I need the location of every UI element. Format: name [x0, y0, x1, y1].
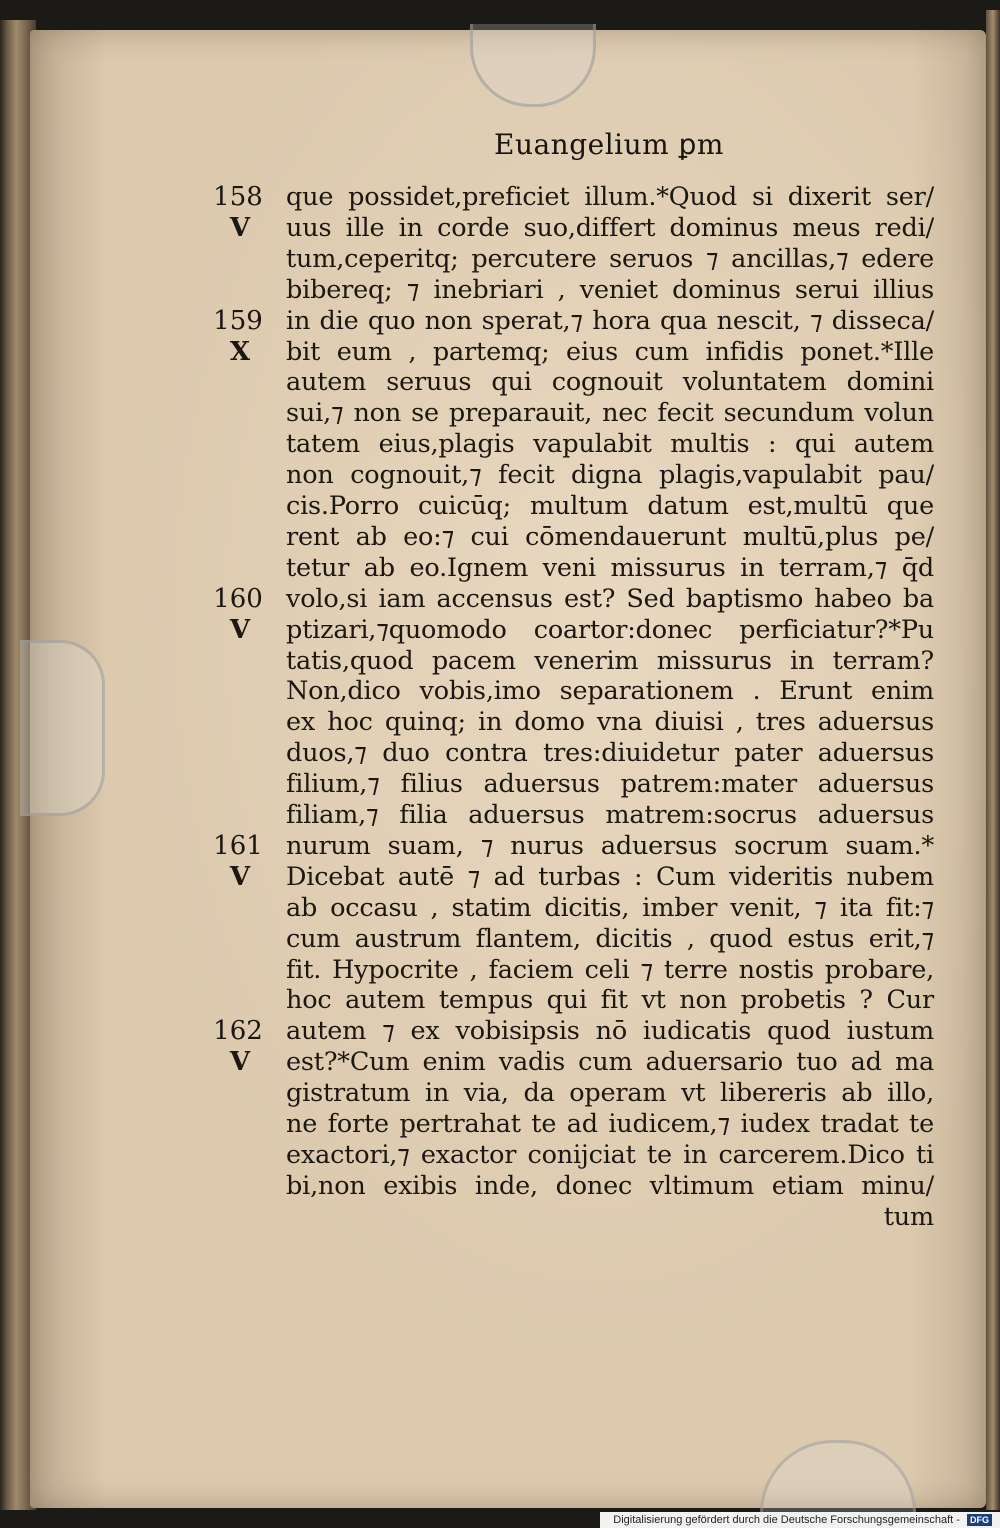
text-line: bibereq; ⁊ inebriari , veniet dominus serui illius	[286, 274, 934, 305]
text-line: in die quo non sperat,⁊ hora qua nescit, ⁊ disseca/	[286, 305, 934, 336]
text-line: gistratum in via, da operam vt libereris ab illo,	[286, 1078, 934, 1109]
page-clamp-bottom	[760, 1440, 916, 1513]
margin-verse-number: 162	[213, 1016, 263, 1047]
text-line: tum	[883, 1201, 934, 1232]
text-line: ne forte pertrahat te ad iudicem,⁊ iudex tradat te	[286, 1109, 934, 1139]
text-line: uus ille in corde suo,differt dominus meus redi/	[286, 212, 934, 243]
margin-verse-number: 159	[213, 305, 263, 336]
text-line: cum austrum flantem, dicitis , quod estus erit,⁊	[286, 923, 934, 954]
text-line: autem seruus qui cognouit voluntatem domini	[286, 367, 934, 398]
page-clamp-top	[470, 24, 596, 107]
text-line: fit. Hypocrite , faciem celi ⁊ terre nostis probare,	[286, 954, 934, 985]
text-line: tum,ceperitq; percutere seruos ⁊ ancillas,⁊ edere	[286, 243, 934, 274]
page-clamp-left	[20, 640, 105, 816]
running-head: Euangelium ꝑm	[494, 128, 724, 161]
text-line: ptizari,⁊quomodo coartor:donec perficiatur?*Pu	[286, 614, 934, 645]
dfg-logo: DFG	[967, 1514, 992, 1526]
text-line: tatem eius,plagis vapulabit multis : qui autem	[286, 429, 934, 460]
credit-text: Digitalisierung gefördert durch die Deutsche Forschungsgemeinschaft -	[613, 1514, 960, 1526]
margin-verse-number: 161	[213, 830, 263, 861]
text-line: cis.Porro cuicūq; multum datum est,multū que	[286, 491, 934, 521]
text-line: autem ⁊ ex vobisipsis nō iudicatis quod iustum	[286, 1016, 934, 1047]
text-line: filiam,⁊ filia aduersus matrem:socrus aduersus	[286, 800, 934, 830]
text-line: rent ab eo:⁊ cui cōmendauerunt multū,plus pe/	[286, 521, 934, 552]
text-line: hoc autem tempus qui fit vt non probetis ? Cur	[286, 985, 934, 1016]
text-line: est?*Cum enim vadis cum aduersario tuo ad ma	[286, 1047, 934, 1078]
margin-verse-number: 158	[213, 182, 263, 212]
margin-section-letter: V	[229, 861, 251, 892]
margin-verse-number: 160	[213, 583, 263, 614]
text-line: filium,⁊ filius aduersus patrem:mater aduersus	[286, 769, 934, 800]
text-line: volo,si iam accensus est? Sed baptismo habeo ba	[286, 583, 934, 614]
margin-section-letter: V	[229, 1047, 251, 1078]
digitization-credit	[600, 1512, 1000, 1528]
margin-section-letter: V	[229, 212, 251, 243]
text-line: Dicebat autē ⁊ ad turbas : Cum videritis nubem	[286, 861, 934, 892]
text-line: sui,⁊ non se preparauit, nec fecit secundum volun	[286, 398, 934, 429]
text-line: nurum suam, ⁊ nurus aduersus socrum suam.*	[286, 830, 934, 861]
text-line: Non,dico vobis,imo separationem . Erunt enim	[286, 676, 934, 707]
text-line: ex hoc quinq; in domo vna diuisi , tres aduersus	[286, 707, 934, 738]
text-line: que possidet,preficiet illum.*Quod si dixerit ser/	[286, 182, 934, 212]
text-line: duos,⁊ duo contra tres:diuidetur pater aduersus	[286, 738, 934, 769]
text-line: non cognouit,⁊ fecit digna plagis,vapulabit pau/	[286, 460, 934, 491]
text-line: exactori,⁊ exactor conijciat te in carcerem.Dico ti	[286, 1139, 934, 1170]
margin-section-letter: V	[229, 614, 251, 645]
text-line: bi,non exibis inde, donec vltimum etiam minu/	[286, 1170, 934, 1201]
text-line: ab occasu , statim dicitis, imber venit, ⁊ ita fit:⁊	[286, 892, 934, 923]
page-stack-edge	[986, 10, 1000, 1510]
margin-section-letter: X	[229, 336, 251, 367]
text-line: bit eum , partemq; eius cum infidis ponet.*Ille	[286, 336, 934, 367]
text-line: tatis,quod pacem venerim missurus in terram?	[286, 645, 934, 676]
text-line: tetur ab eo.Ignem veni missurus in terram,⁊ q̄d	[286, 552, 934, 583]
